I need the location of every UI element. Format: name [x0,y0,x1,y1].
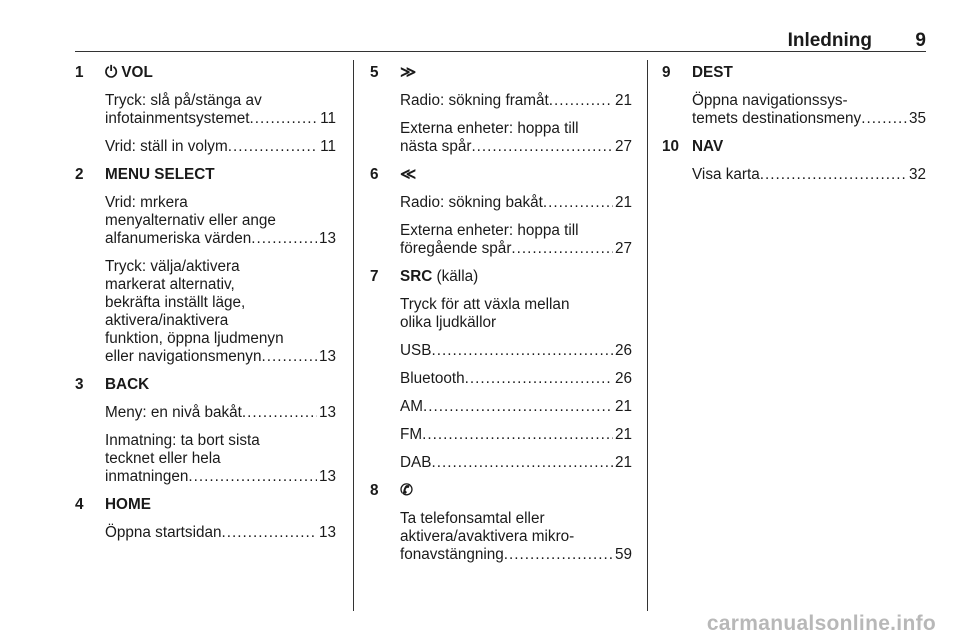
item-entry [400,426,632,444]
entry-text: olika ljudkällor [400,314,497,331]
reference-page: 11 [320,138,336,155]
dot-leader [504,546,613,564]
column-divider [647,60,648,611]
item-heading [400,64,632,82]
item-number: 8 [370,482,379,499]
reference-page: 13 [318,230,336,247]
item-heading [105,496,336,514]
entry-text: markerat alternativ, [105,276,235,293]
dot-leader [242,404,317,422]
item-entry [692,92,926,128]
dot-leader [222,524,317,542]
item-label: VOL [121,64,153,81]
column-3 [662,64,926,184]
item-entry [105,432,336,486]
item-label: BACK [105,376,150,393]
reference-page: 11 [320,110,336,127]
entry-text: aktivera/avaktivera mikro- [400,528,575,545]
dot-leader [422,426,613,444]
page-reference [400,138,632,156]
dot-leader [511,240,613,258]
page-reference [400,398,632,416]
item-entry [105,92,336,128]
reference-text: eller navigationsmenyn [105,348,262,365]
control-item [370,166,632,258]
page-header [75,30,926,50]
dot-leader [250,110,319,128]
reference-text: DAB [400,454,432,471]
page-reference [105,138,336,156]
entry-text: tecknet eller hela [105,450,221,467]
reference-page: 13 [318,524,336,541]
entry-text: Inmatning: ta bort sista [105,432,260,449]
dot-leader [549,92,613,110]
dot-leader [251,230,317,248]
entry-text: bekräfta inställt läge, [105,294,246,311]
item-entry [105,138,336,156]
control-item [370,482,632,564]
control-item [75,64,336,156]
reference-text: fonavstängning [400,546,504,563]
reference-text: Vrid: ställ in volym [105,138,228,155]
item-entry [692,166,926,184]
header-rule [75,51,926,52]
reference-page: 21 [614,426,632,443]
item-entry [400,454,632,472]
entry-text: Tryck för att växla mellan [400,296,570,313]
reference-page: 26 [614,370,632,387]
item-heading [692,138,926,156]
item-heading [105,64,336,82]
reference-text: USB [400,342,432,359]
item-entry [400,92,632,110]
control-item [662,138,926,184]
reference-text: infotainmentsystemet [105,110,250,127]
item-label-note: (källa) [432,268,479,285]
item-entry [400,296,632,332]
reference-text: Meny: en nivå bakåt [105,404,242,421]
item-entry [400,370,632,388]
entry-text: aktivera/inaktivera [105,312,229,329]
column-divider [353,60,354,611]
reference-text: nästa spår [400,138,472,155]
page-reference [105,110,336,128]
control-item [75,376,336,486]
item-entry [400,510,632,564]
entry-text: Tryck: slå på/stänga av [105,92,262,109]
page-reference [400,546,632,564]
reference-page: 21 [614,92,632,109]
page-reference [400,370,632,388]
item-number: 4 [75,496,84,513]
reference-page: 21 [614,398,632,415]
reference-page: 21 [614,454,632,471]
entry-text: Ta telefonsamtal eller [400,510,545,527]
reference-text: föregående spår [400,240,512,257]
item-label: NAV [692,138,724,155]
page-reference [400,342,632,360]
dot-leader [861,110,907,128]
dot-leader [543,194,613,212]
control-item [662,64,926,128]
entry-text: Vrid: mrkera [105,194,188,211]
entry-text: Tryck: välja/aktivera [105,258,240,275]
reference-text: FM [400,426,423,443]
page-number: 9 [915,30,926,51]
page-reference [692,166,926,184]
item-number: 2 [75,166,84,183]
dot-leader [465,370,613,388]
item-number: 10 [662,138,680,155]
reference-text: Radio: sökning bakåt [400,194,543,211]
reference-text: Visa karta [692,166,760,183]
item-entry [400,120,632,156]
item-entry [400,222,632,258]
seek-back-icon: ≪ [400,166,417,183]
page-reference [400,454,632,472]
item-heading [400,482,632,500]
entry-text: Externa enheter: hoppa till [400,120,579,137]
item-number: 7 [370,268,379,285]
control-item [370,64,632,156]
item-entry [105,258,336,366]
reference-text: Bluetooth [400,370,465,387]
reference-page: 13 [318,468,336,485]
reference-text: Radio: sökning framåt [400,92,549,109]
page-reference [105,348,336,366]
entry-text: Externa enheter: hoppa till [400,222,579,239]
entry-text: funktion, öppna ljudmenyn [105,330,284,347]
reference-text: inmatningen [105,468,189,485]
reference-text: Öppna startsidan [105,524,222,541]
reference-page: 21 [614,194,632,211]
item-heading [400,268,632,286]
page-reference [400,240,632,258]
item-label: MENU SELECT [105,166,215,183]
reference-page: 26 [614,342,632,359]
item-number: 6 [370,166,379,183]
page-reference [105,404,336,422]
item-entry [400,342,632,360]
page-reference [105,524,336,542]
control-item [370,268,632,472]
page-reference [400,92,632,110]
power-icon: ⏻ [105,64,118,81]
page-reference [400,426,632,444]
item-entry [400,398,632,416]
control-item [75,166,336,366]
page-reference [105,468,336,486]
dot-leader [423,398,613,416]
dot-leader [431,342,613,360]
reference-page: 13 [318,404,336,421]
reference-page: 27 [614,240,632,257]
control-item [75,496,336,542]
item-heading [692,64,926,82]
reference-page: 35 [908,110,926,127]
item-heading [105,376,336,394]
section-title: Inledning [787,30,872,51]
reference-page: 27 [614,138,632,155]
item-entry [400,194,632,212]
column-1 [75,64,336,542]
reference-text: AM [400,398,423,415]
item-label: SRC [400,268,433,285]
dot-leader [261,348,317,366]
item-number: 9 [662,64,671,81]
item-entry [105,194,336,248]
page-reference [692,110,926,128]
dot-leader [228,138,318,156]
dot-leader [471,138,613,156]
reference-page: 32 [908,166,926,183]
page-reference [105,230,336,248]
dot-leader [760,166,907,184]
reference-page: 13 [318,348,336,365]
item-number: 3 [75,376,84,393]
dot-leader [188,468,317,486]
item-label: HOME [105,496,151,513]
dot-leader [431,454,613,472]
item-label: DEST [692,64,733,81]
reference-text: alfanumeriska värden [105,230,252,247]
page-reference [400,194,632,212]
item-heading [105,166,336,184]
column-2 [370,64,632,564]
phone-icon: ✆ [400,482,413,499]
entry-text: Öppna navigationssys- [692,92,848,109]
entry-text: menyalternativ eller ange [105,212,276,229]
reference-text: temets destinationsmeny [692,110,862,127]
seek-forward-icon: ≫ [400,64,417,81]
item-number: 1 [75,64,84,81]
item-entry [105,404,336,422]
item-entry [105,524,336,542]
reference-page: 59 [614,546,632,563]
item-heading [400,166,632,184]
item-number: 5 [370,64,379,81]
watermark: carmanualsonline.info [706,612,936,635]
